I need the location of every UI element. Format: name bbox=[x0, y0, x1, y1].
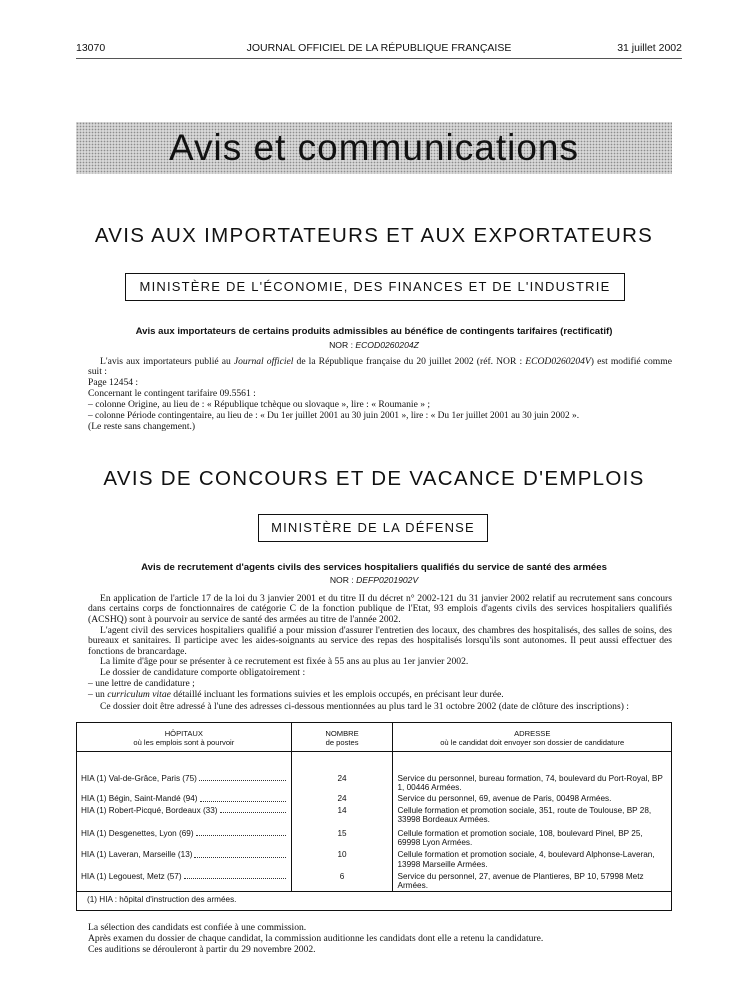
paragraph-audition-date: Ces auditions se dérouleront à partir du 29 novembre 2002. bbox=[88, 944, 316, 955]
section-title-importers: AVIS AUX IMPORTATEURS ET AUX EXPORTATEURS bbox=[94, 224, 654, 247]
paragraph-line: (Le reste sans changement.) bbox=[88, 421, 196, 432]
table-footnote-row bbox=[77, 892, 672, 911]
paragraph-dossier: Le dossier de candidature comporte obligatoirement : bbox=[100, 667, 306, 678]
paragraph-selection: La sélection des candidats est confiée à une commission. bbox=[88, 922, 307, 933]
page-number: 13070 bbox=[76, 42, 106, 54]
avis-title-importers: Avis aux importateurs de certains produits admissibles au bénéfice de contingents tarifaires (rectificatif) bbox=[135, 326, 613, 337]
paragraph-deadline: Ce dossier doit être adressé à l'une des adresses ci-dessous mentionnées au plus tard le 31 octobre 2002 (date de clôture des inscriptions) : bbox=[100, 701, 629, 712]
section-title-concours: AVIS DE CONCOURS ET DE VACANCE D'EMPLOIS bbox=[103, 467, 645, 490]
paragraph-age-limit: La limite d'âge pour se présenter à ce recrutement est fixée à 55 ans au plus au 1er janvier 2002. bbox=[100, 656, 469, 667]
column-header-hospitals: HÔPITAUX où les emplois sont à pourvoir bbox=[77, 723, 292, 752]
nor-code: ECOD0260204Z bbox=[355, 340, 419, 350]
column-header-count: NOMBRE de postes bbox=[291, 723, 393, 752]
paragraph-line: Page 12454 : bbox=[88, 377, 139, 388]
paragraph-audition: Après examen du dossier de chaque candidat, la commission auditionne les candidats dont elle a retenu la candidature. bbox=[88, 933, 544, 944]
hospitals-table bbox=[76, 722, 672, 911]
issue-date: 31 juillet 2002 bbox=[617, 42, 682, 54]
paragraph-application: En application de l'article 17 de la loi du 3 janvier 2001 et du titre II du décret n° 2002-121 du 31 janvier 2002 relatif au recrutement sans concours dans certains corps de fonctionnaires de catégorie C de la fonction publique de l'Etat, 93 emplois d'agents civils des services hospitaliers qualifiés (ACSHQ) sont à pourvoir au service de santé des armées au titre de l'année 2002. bbox=[88, 593, 672, 625]
list-item: – un curriculum vitae détaillé incluant les formations suivies et les emplois occupés, en précisant leur durée. bbox=[88, 689, 504, 700]
paragraph-line: – colonne Origine, au lieu de : « République tchèque ou slovaque », lire : « Roumanie » ; bbox=[88, 399, 431, 410]
paragraph-line: Concernant le contingent tarifaire 09.5561 : bbox=[88, 388, 256, 399]
table-row: HIA (1) Laveran, Marseille (13) 10 Cellule formation et promotion sociale, 4, boulevard Alphonse-Laveran, 13998 Marseille Armées. bbox=[77, 848, 672, 869]
paragraph-mission: L'agent civil des services hospitaliers qualifié a pour mission d'assurer l'entretien des locaux, des chambres des hospitalisés, des salles de soins, des bureaux et sanitaires. Il participe avec les aides-soignants au service des repas des hospitalisés lorsqu'ils sont autonomes. Il peut aussi effectuer des fonctions de brancardage. bbox=[88, 625, 672, 657]
paragraph-intro: L'avis aux importateurs publié au Journal officiel de la République française du 20 juillet 2002 (réf. NOR : ECOD0260204V) est modifié comme suit : bbox=[88, 356, 672, 378]
journal-title: JOURNAL OFFICIEL DE LA RÉPUBLIQUE FRANÇAISE bbox=[246, 42, 512, 54]
table-footnote: (1) HIA : hôpital d'instruction des armées. bbox=[77, 892, 672, 911]
table-row: HIA (1) Val-de-Grâce, Paris (75) 24 Service du personnel, bureau formation, 74, boulevard du Port-Royal, BP 1, 00446 Armées. bbox=[77, 752, 672, 794]
header-rule bbox=[76, 58, 682, 59]
ministry-defense-box: MINISTÈRE DE LA DÉFENSE bbox=[258, 514, 488, 542]
paragraph-line: – colonne Période contingentaire, au lieu de : « Du 1er juillet 2001 au 30 juin 2001 », lire : « Du 1er juillet 2001 au 30 juin 2002 ». bbox=[88, 411, 580, 421]
nor-reference-1: NOR : ECOD0260204Z bbox=[329, 340, 419, 350]
ministry-economy-box: MINISTÈRE DE L'ÉCONOMIE, DES FINANCES ET DE L'INDUSTRIE bbox=[125, 273, 625, 301]
running-header bbox=[76, 42, 682, 56]
table-row: HIA (1) Bégin, Saint-Mandé (94) 24 Service du personnel, 69, avenue de Paris, 00498 Armées. bbox=[77, 793, 672, 804]
list-item: – une lettre de candidature ; bbox=[88, 678, 195, 689]
banner-title: Avis et communications bbox=[169, 127, 579, 168]
table-row: HIA (1) Legouest, Metz (57) 6 Service du personnel, 27, avenue de Plantieres, BP 10, 57998 Metz Armées. bbox=[77, 870, 672, 892]
table-row: HIA (1) Robert-Picqué, Bordeaux (33) 14 Cellule formation et promotion sociale, 351, route de Toulouse, BP 28, 33998 Bordeaux Armées. bbox=[77, 805, 672, 825]
nor-code: DEFP0201902V bbox=[356, 575, 419, 585]
column-header-address: ADRESSE où le candidat doit envoyer son dossier de candidature bbox=[393, 723, 672, 752]
table-header-row bbox=[77, 723, 672, 752]
table-row: HIA (1) Desgenettes, Lyon (69) 15 Cellule formation et promotion sociale, 108, boulevard Pinel, BP 25, 69998 Lyon Armées. bbox=[77, 825, 672, 848]
avis-title-recruitment: Avis de recrutement d'agents civils des services hospitaliers qualifiés du service de santé des armées bbox=[141, 562, 607, 573]
nor-reference-2: NOR : DEFP0201902V bbox=[329, 575, 419, 585]
